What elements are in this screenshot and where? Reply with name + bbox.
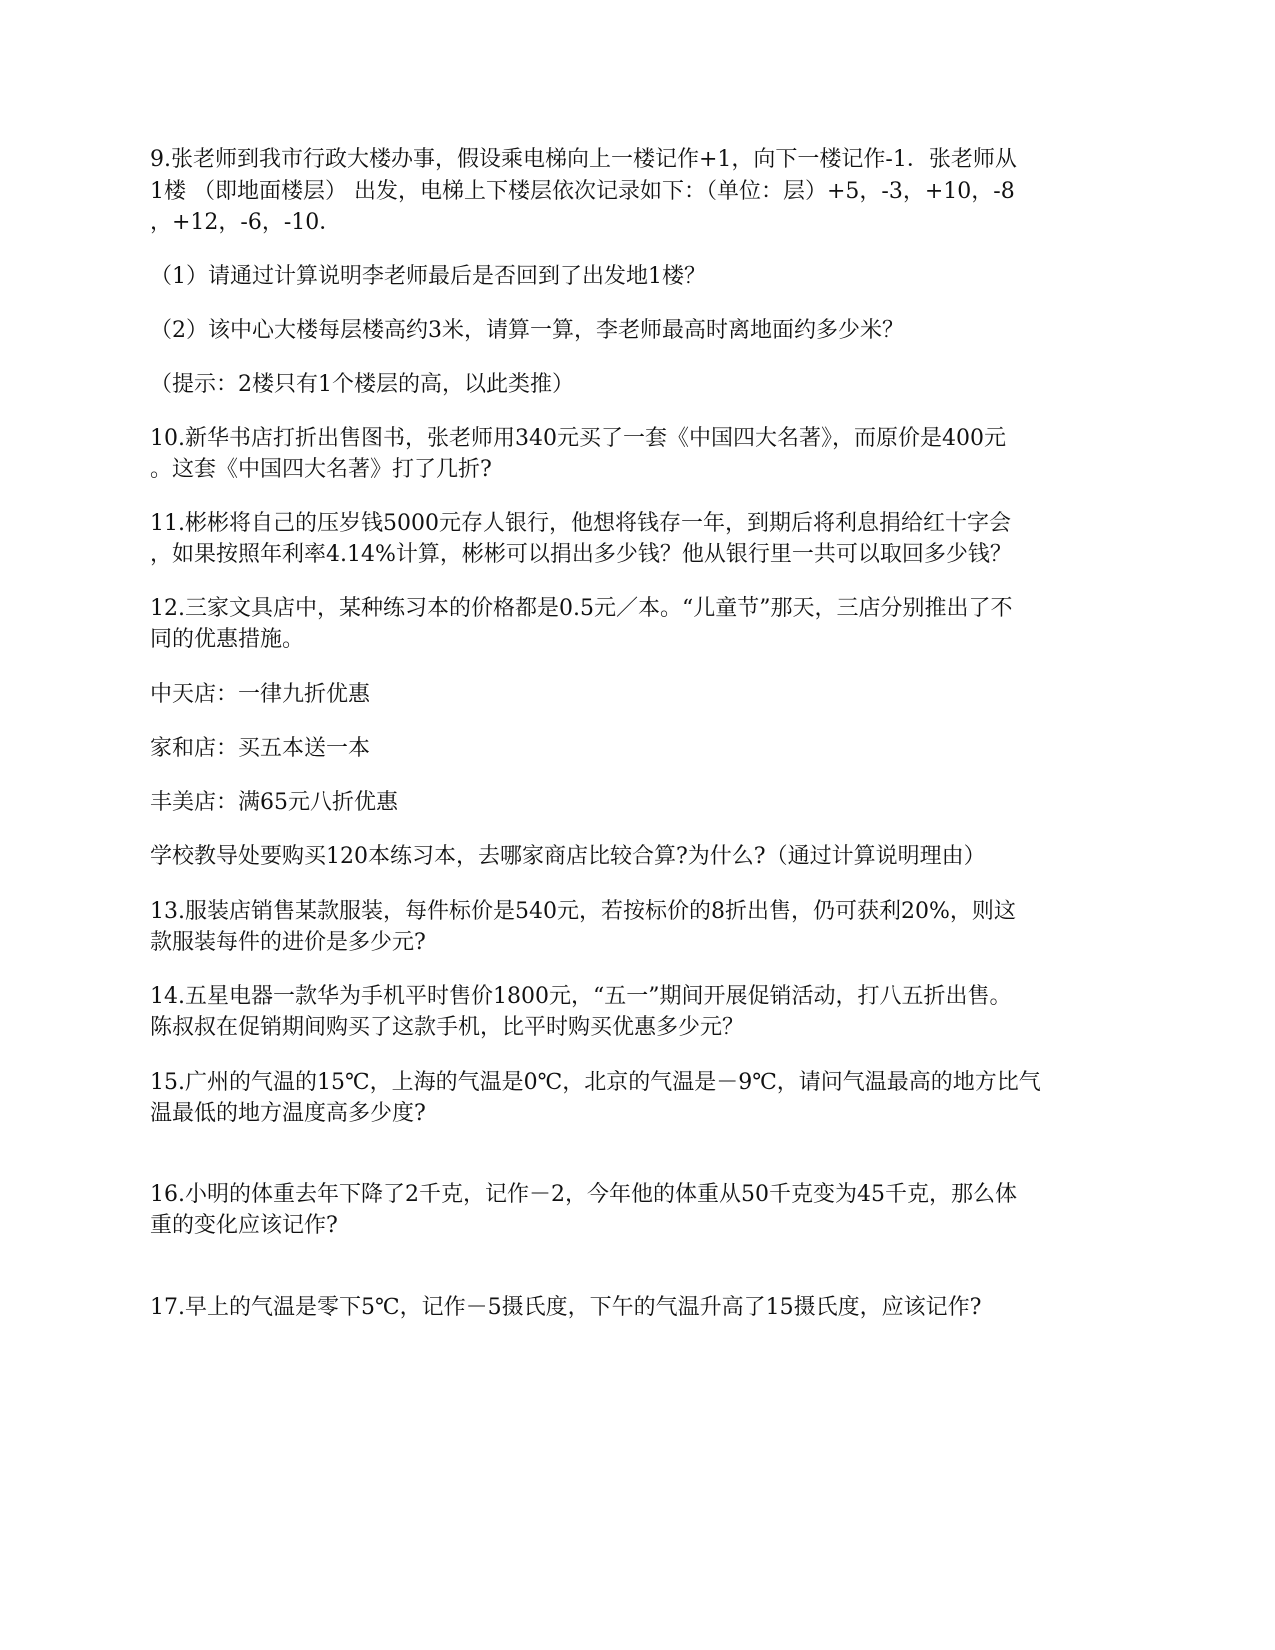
q12-line-1: 12.三家文具店中，某种练习本的价格都是0.5元／本。“儿童节”那天，三店分别推出了不 xyxy=(150,596,1013,621)
q13-line-1: 13.服装店销售某款服装，每件标价是540元，若按标价的8折出售，仍可获利20%，则这 xyxy=(150,899,1016,924)
q9-part-1: （1）请通过计算说明李老师最后是否回到了出发地1楼？ xyxy=(150,264,706,289)
q9-line-1: 9.张老师到我市行政大楼办事，假设乘电梯向上一楼记作+1，向下一楼记作-1．张老师从 xyxy=(150,147,1017,172)
q9-hint: （提示：2楼只有1个楼层的高，以此类推） xyxy=(150,372,574,397)
q13-line-2: 款服装每件的进价是多少元? xyxy=(150,930,426,955)
q9-line-2: 1楼 （即地面楼层） 出发，电梯上下楼层依次记录如下：（单位：层）+5，-3，+10，-8 xyxy=(150,179,1015,204)
q12-question: 学校教导处要购买120本练习本，去哪家商店比较合算?为什么?（通过计算说明理由） xyxy=(150,844,986,869)
q11-line-1: 11.彬彬将自己的压岁钱5000元存人银行，他想将钱存一年，到期后将利息捐给红十字会 xyxy=(150,511,1011,536)
q9-line-3: ，+12，-6，-10． xyxy=(150,210,342,235)
q10-line-1: 10.新华书店打折出售图书，张老师用340元买了一套《中国四大名著》，而原价是400元 xyxy=(150,426,1006,451)
q12-line-2: 同的优惠措施。 xyxy=(150,627,305,652)
q15-line-1: 15.广州的气温的15℃，上海的气温是0℃，北京的气温是－9℃，请问气温最高的地方比气 xyxy=(150,1070,1041,1095)
q12-store-zhongtian: 中天店：一律九折优惠 xyxy=(150,682,371,707)
q14-line-2: 陈叔叔在促销期间购买了这款手机，比平时购买优惠多少元？ xyxy=(150,1015,745,1040)
q16-line-1: 16.小明的体重去年下降了2千克，记作－2，今年他的体重从50千克变为45千克，那么体 xyxy=(150,1182,1017,1207)
q10-line-2: 。这套《中国四大名著》打了几折? xyxy=(150,457,492,482)
q11-line-2: ，如果按照年利率4.14%计算，彬彬可以捐出多少钱？他从银行里一共可以取回多少钱？ xyxy=(150,542,1012,567)
q15-line-2: 温最低的地方温度高多少度? xyxy=(150,1101,426,1126)
q12-store-jiahe: 家和店：买五本送一本 xyxy=(150,736,371,761)
q12-store-fengmei: 丰美店：满65元八折优惠 xyxy=(150,790,398,815)
q9-part-2: （2）该中心大楼每层楼高约3米，请算一算，李老师最高时离地面约多少米？ xyxy=(150,318,904,343)
q16-line-2: 重的变化应该记作? xyxy=(150,1213,338,1238)
q14-line-1: 14.五星电器一款华为手机平时售价1800元，“五一”期间开展促销活动，打八五折出售。 xyxy=(150,984,1012,1009)
q17-line-1: 17.早上的气温是零下5℃，记作－5摄氏度，下午的气温升高了15摄氏度，应该记作? xyxy=(150,1295,982,1320)
